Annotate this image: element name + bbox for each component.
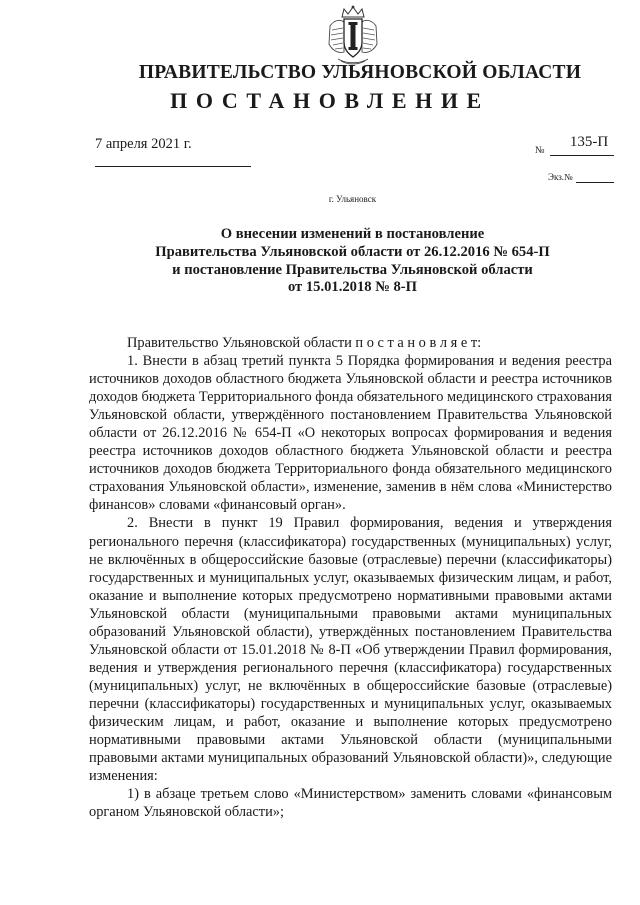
document-body <box>89 334 612 821</box>
document-date: 7 апреля 2021 г. <box>95 136 192 152</box>
number-prefix: № <box>535 145 545 156</box>
title-line: Правительства Ульяновской области от 26.12.2016 № 654-П <box>155 243 550 260</box>
organization-name: ПРАВИТЕЛЬСТВО УЛЬЯНОВСКОЙ ОБЛАСТИ <box>138 62 582 83</box>
coat-of-arms-emblem <box>324 4 382 66</box>
body-paragraph: 1. Внести в абзац третий пункта 5 Порядка формирования и ведения реестра источников доходов областного бюджета Ульяновской области и реестра источников доходов бюджета Территориального фонда обязательного медицинского страхования Ульяновской области, утверждённого постановлением Правительства Ульяновской области от 26.12.2016 № 654-П «О некоторых вопросах формирования и ведения реестра источников доходов областного бюджета Ульяновской области и реестра источников доходов бюджета Территориального фонда обязательного медицинского страхования Ульяновской области», изменение, заменив в нём слова «Министерство финансов» словами «финансовый орган». <box>89 353 612 514</box>
document-number: 135-П <box>569 134 609 150</box>
date-underline <box>95 166 251 167</box>
copy-number-underline <box>576 182 614 183</box>
city-name: г. Ульяновск <box>328 194 377 204</box>
number-underline <box>550 155 614 156</box>
title-line: от 15.01.2018 № 8-П <box>287 279 418 296</box>
document-title <box>105 226 600 297</box>
body-paragraph: 1) в абзаце третьем слово «Министерством» заменить словами «финансовым органом Ульяновской области»; <box>89 786 612 821</box>
title-line: О внесении изменений в постановление <box>220 226 485 242</box>
body-paragraph: 2. Внести в пункт 19 Правил формирования, ведения и утверждения регионального перечня (классификатора) государственных (муниципальных) услуг, не включённых в общероссийские базовые (отраслевые) перечни (классификаторы) государственных и муниципальных услуг, оказываемых физическим лицам, и работ, оказание и выполнение которых предусмотрено нормативными правовыми актами Ульяновской области (муниципальными правовыми актами муниципальных образований Ульяновской области), утверждённых постановлением Правительства Ульяновской области от 15.01.2018 № 8-П «Об утверждении Правил формирования, ведения и утверждения регионального перечня (классификатора) государственных (муниципальных) услуг, не включённых в общероссийские базовые (отраслевые) перечни (классификаторы) государственных и муниципальных услуг, оказываемых физическим лицам, и работ, оказание и выполнение которых предусмотрено нормативными правовыми актами Ульяновской области (муниципальными правовыми актами муниципальных образований Ульяновской области)», следующие изменения: <box>89 515 612 785</box>
title-line: и постановление Правительства Ульяновской области <box>172 261 533 278</box>
coat-of-arms-icon <box>324 4 382 66</box>
document-type-heading: ПОСТАНОВЛЕНИЕ <box>170 88 490 113</box>
copy-number-label: Экз.№ <box>548 172 573 182</box>
body-paragraph: Правительство Ульяновской области п о с т а н о в л я е т: <box>127 335 482 351</box>
